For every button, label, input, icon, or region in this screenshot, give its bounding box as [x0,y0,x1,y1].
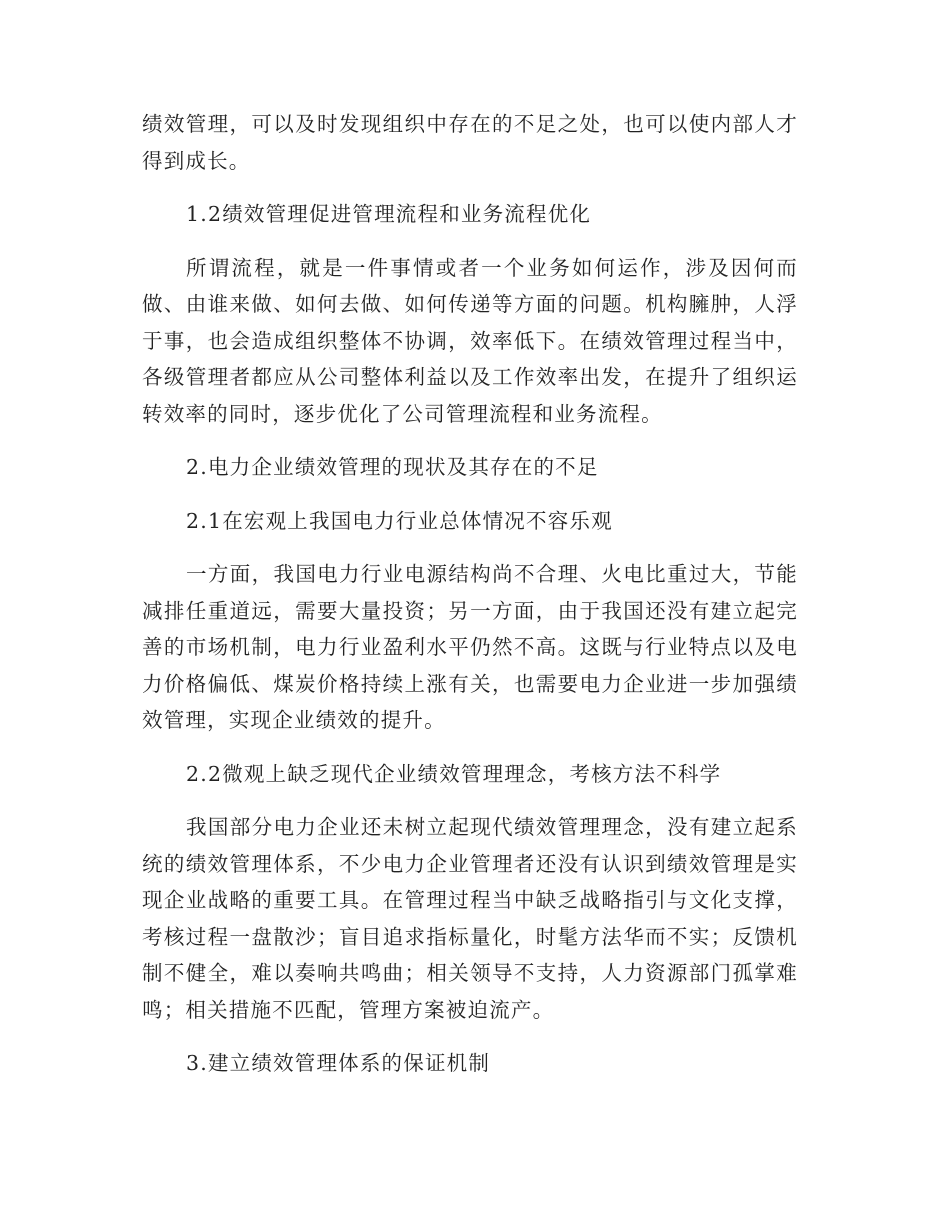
heading-2-2: 2.2微观上缺乏现代企业绩效管理理念，考核方法不科学 [186,761,722,786]
heading-2-1: 2.1在宏观上我国电力行业总体情况不容乐观 [186,508,613,533]
document-page [142,106,798,1082]
paragraph-macro: 一方面，我国电力行业电源结构尚不合理、火电比重过大，节能减排任重道远，需要大量投资；另一方面，由于我国还没有建立起完善的市场机制，电力行业盈利水平仍然不高。这既与行业特点以及电力价格偏低、煤炭价格持续上涨有关，也需要电力企业进一步加强绩效管理，实现企业绩效的提升。 [142,562,798,732]
heading-1-2: 1.2绩效管理促进管理流程和业务流程优化 [186,202,592,226]
paragraph-process: 所谓流程，就是一件事情或者一个业务如何运作，涉及因何而做、由谁来做、如何去做、如何传递等方面的问题。机构臃肿，人浮于事，也会造成组织整体不协调，效率低下。在绩效管理过程当中，各级管理者都应从公司整体利益以及工作效率出发，在提升了组织运转效率的同时，逐步优化了公司管理流程和业务流程。 [142,255,798,426]
paragraph-micro: 我国部分电力企业还未树立起现代绩效管理理念，没有建立起系统的绩效管理体系，不少电力企业管理者还没有认识到绩效管理是实现企业战略的重要工具。在管理过程当中缺乏战略指引与文化支撑，考核过程一盘散沙；盲目追求指标量化，时髦方法华而不实；反馈机制不健全，难以奏响共鸣曲；相关领导不支持，人力资源部门孤掌难鸣；相关措施不匹配，管理方案被迫流产。 [142,815,798,1022]
heading-3: 3.建立绩效管理体系的保证机制 [186,1051,491,1075]
paragraph-intro: 绩效管理，可以及时发现组织中存在的不足之处，也可以使内部人才得到成长。 [142,112,798,173]
heading-2: 2.电力企业绩效管理的现状及其存在的不足 [186,455,599,479]
